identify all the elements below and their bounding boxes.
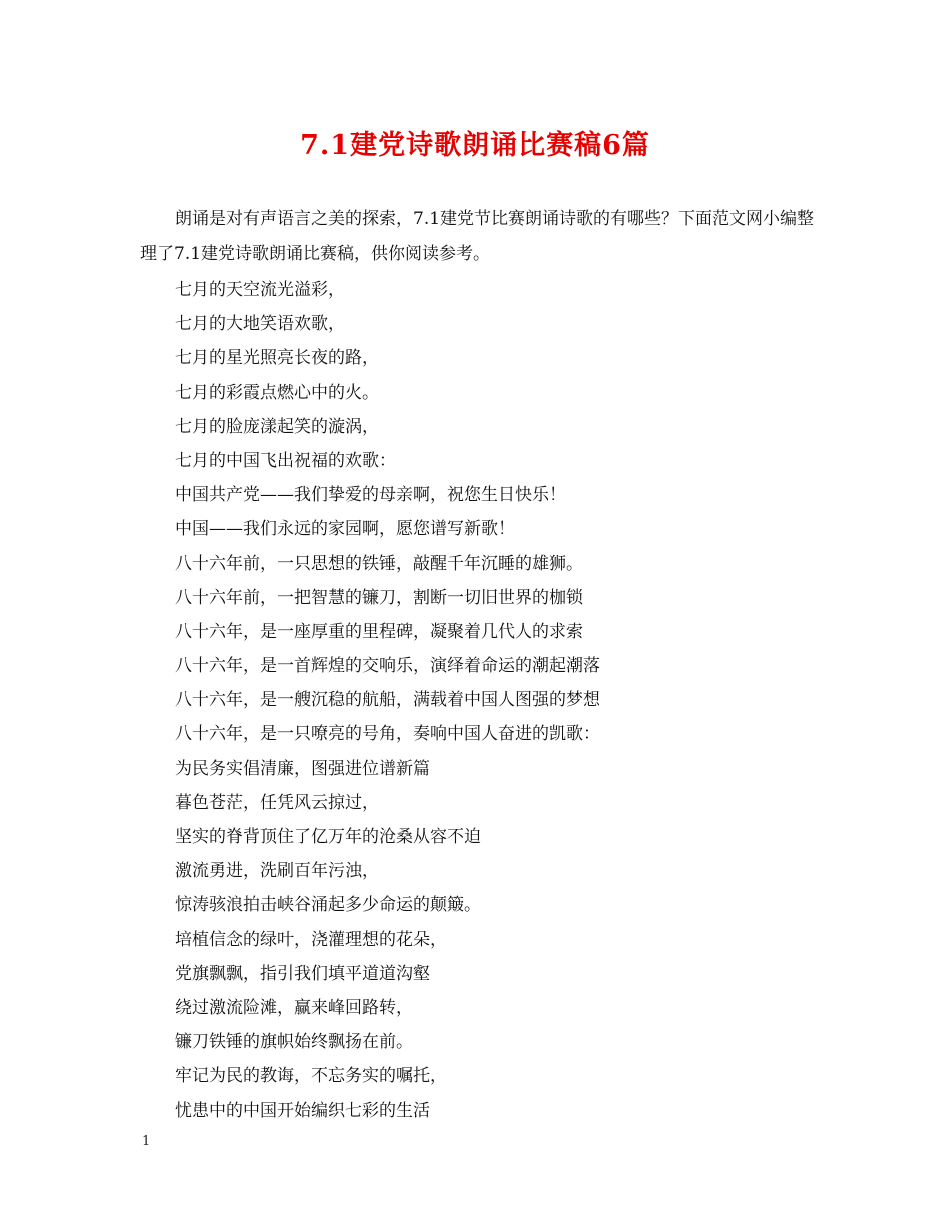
poem-line: 绕过激流险滩，赢来峰回路转，: [175, 997, 413, 1018]
poem-line: 七月的彩霞点燃心中的火。: [175, 382, 379, 403]
poem-line: 七月的天空流光溢彩，: [175, 280, 345, 300]
poem-line: 镰刀铁锤的旗帜始终飘扬在前。: [175, 1032, 413, 1053]
poem-line: 暮色苍茫，任凭风云掠过，: [175, 792, 379, 813]
poem-line: 八十六年，是一首辉煌的交响乐，演绎着命运的潮起潮落: [175, 656, 600, 677]
poem-line: 八十六年前，一只思想的铁锤，敲醒千年沉睡的雄狮。: [175, 553, 583, 574]
poem-line: 八十六年，是一只嘹亮的号角，奏响中国人奋进的凯歌：: [175, 724, 600, 745]
poem-line: 坚实的脊背顶住了亿万年的沧桑从容不迫: [175, 827, 481, 847]
poem-line: 党旗飘飘，指引我们填平道道沟壑: [175, 963, 430, 984]
intro-paragraph: 朗诵是对有声语言之美的探索，7.1建党节比赛朗诵诗歌的有哪些？下面范文网小编整理了7.1建党诗歌朗诵比赛稿，供你阅读参考。: [140, 209, 815, 264]
document-title: 7.1建党诗歌朗诵比赛稿6篇: [300, 130, 650, 161]
poem-line: 惊涛骇浪拍击峡谷涌起多少命运的颠簸。: [175, 895, 481, 916]
poem-line: 牢记为民的教诲，不忘务实的嘱托，: [175, 1066, 447, 1087]
poem-line: 八十六年，是一艘沉稳的航船，满载着中国人图强的梦想: [175, 690, 600, 711]
poem-line: 七月的星光照亮长夜的路，: [175, 348, 379, 369]
page-number: 1: [142, 1134, 151, 1149]
poem-line: 七月的大地笑语欢歌，: [175, 314, 345, 335]
poem-line: 八十六年，是一座厚重的里程碑，凝聚着几代人的求索: [175, 621, 583, 642]
poem-line: 八十六年前，一把智慧的镰刀，割断一切旧世界的枷锁: [175, 587, 583, 608]
poem-lines: [175, 273, 835, 1128]
poem-line: 激流勇进，洗刷百年污浊，: [175, 861, 379, 882]
poem-line: 中国共产党——我们挚爱的母亲啊，祝您生日快乐！: [175, 485, 566, 506]
poem-line: 为民务实倡清廉，图强进位谱新篇: [175, 758, 430, 779]
poem-line: 培植信念的绿叶，浇灌理想的花朵，: [175, 929, 447, 950]
poem-line: 中国——我们永远的家园啊，愿您谱写新歌！: [175, 519, 515, 540]
poem-line: 七月的中国飞出祝福的欢歌：: [175, 450, 396, 471]
poem-line: 忧患中的中国开始编织七彩的生活: [175, 1100, 430, 1121]
poem-line: 七月的脸庞漾起笑的漩涡，: [175, 416, 379, 437]
